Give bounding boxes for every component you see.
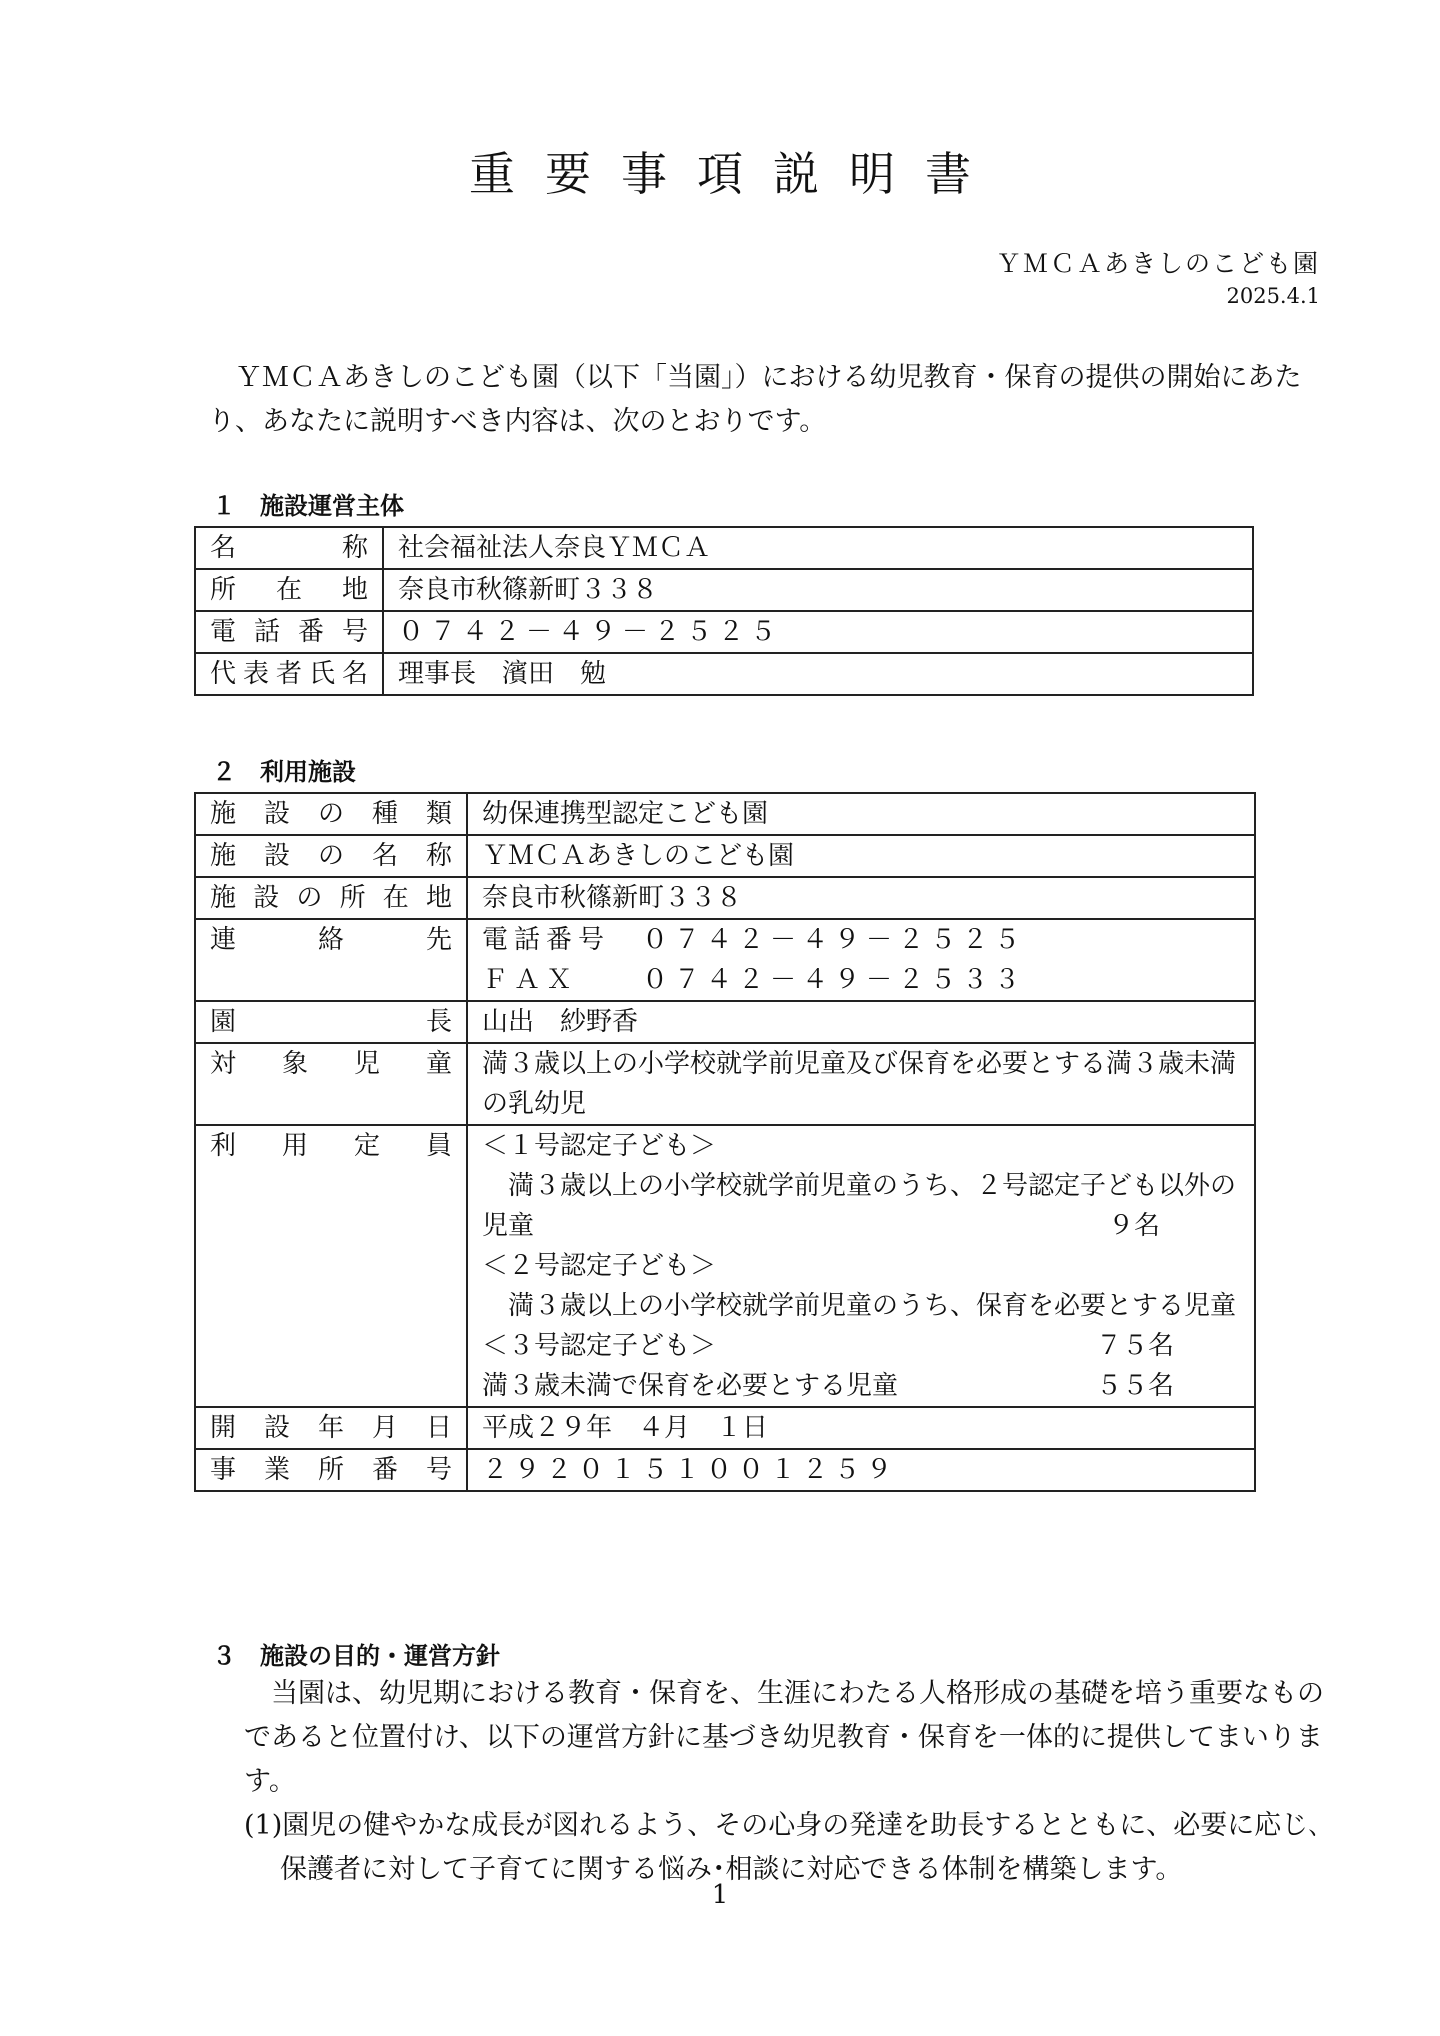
row-value <box>467 1125 1255 1407</box>
row-value: 幼保連携型認定こども園 <box>467 793 1255 835</box>
capacity-group3-title: ＜３号認定子ども＞ <box>482 1331 717 1361</box>
row-value: 社会福祉法人奈良ＹＭＣＡ <box>383 527 1253 569</box>
table-row <box>195 793 1255 835</box>
table-row <box>195 1125 1255 1407</box>
capacity-group1 <box>482 1166 1240 1246</box>
table-row <box>195 919 1255 1001</box>
row-label: 利用定員 <box>195 1125 467 1407</box>
row-value: 平成２９年 ４月 １日 <box>467 1407 1255 1449</box>
table-row <box>195 611 1253 653</box>
capacity-group2-desc: 満３歳以上の小学校就学前児童のうち、保育を必要とする児童 <box>508 1291 1237 1321</box>
row-label: 事業所番号 <box>195 1449 467 1491</box>
row-label: 電話番号 <box>195 611 383 653</box>
row-value: ０７４２－４９－２５２５ <box>383 611 1253 653</box>
row-label: 代表者氏名 <box>195 653 383 695</box>
section3-item-1: (1)園児の健やかな成長が図れるよう、その心身の発達を助長するとともに、必要に応じ､保護者に対して子育てに関する悩み･相談に対応できる体制を構築します。 <box>244 1810 1322 1885</box>
table-row <box>195 653 1253 695</box>
capacity-group3-desc: 満３歳未満で保育を必要とする児童 <box>482 1371 899 1401</box>
section2-heading: ２ 利用施設 <box>212 758 356 786</box>
facility-table <box>194 792 1256 1492</box>
row-label: 開設年月日 <box>195 1407 467 1449</box>
operator-table <box>194 526 1254 696</box>
table-row <box>195 1001 1255 1043</box>
row-label: 施設の名称 <box>195 835 467 877</box>
row-label: 所在地 <box>195 569 383 611</box>
row-value: 理事長 濱田 勉 <box>383 653 1253 695</box>
section1-heading: １ 施設運営主体 <box>212 492 404 520</box>
row-label: 施設の種類 <box>195 793 467 835</box>
table-row <box>195 569 1253 611</box>
document-date: 2025.4.1 <box>1226 284 1320 308</box>
page-number: 1 <box>711 1880 729 1910</box>
row-label: 施設の所在地 <box>195 877 467 919</box>
contact-tel: 電話番号 ０７４２－４９－２５２５ <box>482 925 1027 955</box>
row-value: 満３歳以上の小学校就学前児童及び保育を必要とする満３歳未満の乳幼児 <box>467 1043 1255 1125</box>
table-row <box>195 835 1255 877</box>
capacity-group3-count: ５５名 <box>1095 1371 1174 1401</box>
page-title: 重要事項説明書 <box>469 147 1001 201</box>
row-value <box>467 919 1255 1001</box>
row-value: 奈良市秋篠新町３３８ <box>383 569 1253 611</box>
row-label: 連絡先 <box>195 919 467 1001</box>
row-value: ＹＭＣＡあきしのこども園 <box>467 835 1255 877</box>
table-row <box>195 1043 1255 1125</box>
intro-paragraph: ＹＭＣＡあきしのこども園（以下「当園」）における幼児教育・保育の提供の開始にあたり、あなたに説明すべき内容は、次のとおりです。 <box>208 362 1302 437</box>
section3-body <box>244 1672 1334 1892</box>
table-row <box>195 527 1253 569</box>
organization-name: ＹＭＣＡあきしのこども園 <box>995 249 1320 278</box>
row-value: 山出 紗野香 <box>467 1001 1255 1043</box>
capacity-group2-title: ＜２号認定子ども＞ <box>482 1251 717 1281</box>
capacity-group1-count: ９名 <box>1107 1211 1160 1241</box>
contact-fax: ＦＡＸ ０７４２－４９－２５３３ <box>482 965 1027 995</box>
row-label: 対象児童 <box>195 1043 467 1125</box>
capacity-group1-desc: 満３歳以上の小学校就学前児童のうち、２号認定子ども以外の児童 <box>482 1171 1237 1241</box>
row-value: ２９２０１５１００１２５９ <box>467 1449 1255 1491</box>
section3-heading: ３ 施設の目的・運営方針 <box>212 1642 500 1670</box>
row-label: 名称 <box>195 527 383 569</box>
row-label: 園長 <box>195 1001 467 1043</box>
capacity-group1-title: ＜１号認定子ども＞ <box>482 1131 717 1161</box>
capacity-group2-count: ７５名 <box>1095 1331 1174 1361</box>
section3-paragraph: 当園は、幼児期における教育・保育を、生涯にわたる人格形成の基礎を培う重要なものであると位置付け、以下の運営方針に基づき幼児教育・保育を一体的に提供してまいります。 <box>244 1678 1324 1797</box>
table-row <box>195 1449 1255 1491</box>
table-row <box>195 877 1255 919</box>
row-value: 奈良市秋篠新町３３８ <box>467 877 1255 919</box>
capacity-group3 <box>482 1366 1240 1406</box>
table-row <box>195 1407 1255 1449</box>
